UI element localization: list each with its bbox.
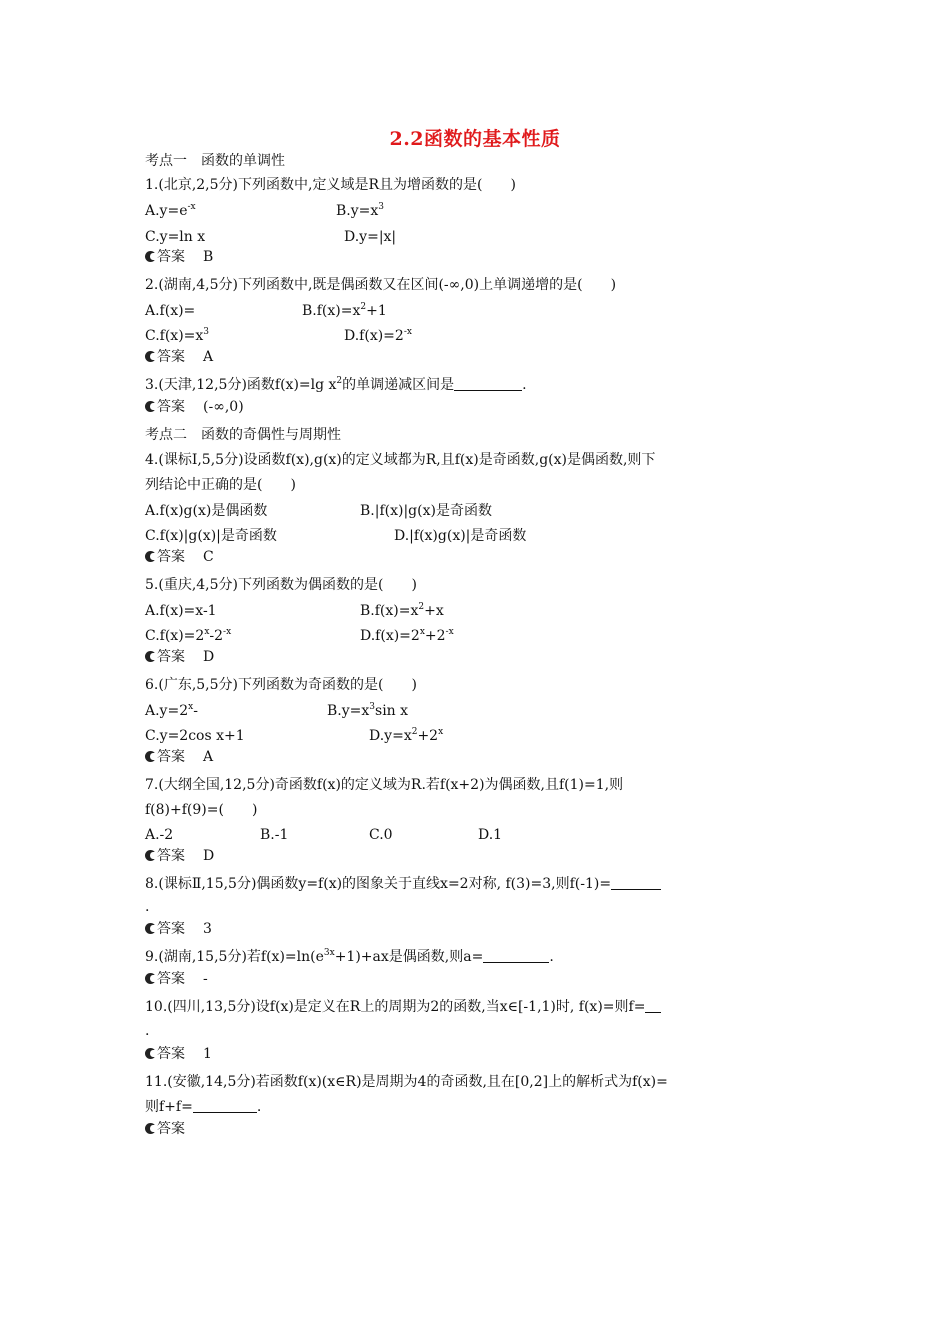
question-5-answer: 答案 D	[145, 648, 214, 666]
question-6-stem: 6.(广东,5,5分)下列函数为奇函数的是( )	[145, 677, 417, 693]
question-6-option-d: $D.y=x^2+2^x$	[369, 727, 444, 744]
question-3-answer: 答案 (-∞,0)	[145, 398, 244, 416]
question-2-option-b: $B.f(x)=x^2+1$	[302, 302, 387, 319]
question-11-stem-cont: 则f+f= .	[145, 1099, 262, 1115]
question-6-option-c: C.y=2cos x+1	[145, 728, 245, 744]
question-10-stem-cont: .	[145, 1023, 150, 1039]
question-5-option-a: A.f(x)=x-1	[145, 603, 217, 619]
question-4-option-d: D.|f(x)g(x)|是奇函数	[394, 528, 527, 544]
question-7-option-c: C.0	[369, 827, 393, 843]
question-2-option-d: $D.f(x)=2^{-x}$	[344, 327, 412, 344]
answer-blank[interactable]	[483, 948, 549, 963]
question-8-stem-cont: .	[145, 899, 150, 915]
answer-icon	[145, 923, 156, 934]
question-4-answer: 答案 C	[145, 548, 214, 566]
question-9-answer: 答案 -	[145, 970, 208, 988]
question-4-stem: 4.(课标Ⅰ,5,5分)设函数f(x),g(x)的定义域都为R,且f(x)是奇函数,g(x)是偶函数,则下	[145, 452, 656, 468]
answer-blank[interactable]	[454, 376, 522, 391]
question-8-answer: 答案 3	[145, 920, 212, 938]
answer-icon	[145, 973, 156, 984]
question-1-option-b: $B.y=x^3$	[336, 202, 385, 219]
section-heading: 考点一 函数的单调性	[145, 153, 285, 169]
question-5-option-c: $C.f(x)=2^x-2^{-x}$	[145, 627, 232, 644]
answer-blank[interactable]	[645, 998, 661, 1013]
question-11-stem: 11.(安徽,14,5分)若函数f(x)(x∈R)是周期为4的奇函数,且在[0,2]上的解析式为f(x)=	[145, 1074, 668, 1090]
question-6-option-b: $B.y=x^3\sin$ x	[327, 702, 409, 719]
question-10-answer: 答案 1	[145, 1045, 212, 1063]
question-1-answer: 答案 B	[145, 248, 213, 266]
question-2-option-a: A.f(x)=	[145, 303, 196, 319]
answer-icon	[145, 251, 156, 262]
question-9-stem: 9.(湖南,15,5分)若$f(x)=\ln(e^{3x}+1)+ax$是偶函数,则a= .	[145, 948, 554, 965]
question-2-answer: 答案 A	[145, 348, 213, 366]
answer-icon	[145, 850, 156, 861]
question-4-stem-cont: 列结论中正确的是( )	[145, 477, 296, 493]
question-10-stem: 10.(四川,13,5分)设f(x)是定义在R上的周期为2的函数,当x∈[-1,1)时, f(x)=则f=	[145, 998, 661, 1016]
question-3-stem: 3.(天津,12,5分)函数f(x)=lg $x^2$的单调递减区间是 .	[145, 376, 527, 393]
answer-icon	[145, 401, 156, 412]
question-7-option-a: A.-2	[145, 827, 174, 843]
answer-blank[interactable]	[611, 875, 661, 890]
question-7-option-b: B.-1	[260, 827, 289, 843]
question-7-stem: 7.(大纲全国,12,5分)奇函数f(x)的定义域为R.若f(x+2)为偶函数,且f(1)=1,则	[145, 777, 624, 793]
answer-icon	[145, 551, 156, 562]
question-1-option-c: C.y=ln x	[145, 229, 206, 245]
question-2-stem: 2.(湖南,4,5分)下列函数中,既是偶函数又在区间(-∞,0)上单调递增的是( )	[145, 277, 617, 293]
question-5-option-b: $B.f(x)=x^2+x$	[360, 602, 444, 619]
question-6-option-a: $A.y=2^x-$	[145, 702, 198, 719]
question-7-answer: 答案 D	[145, 847, 214, 865]
question-5-stem: 5.(重庆,4,5分)下列函数为偶函数的是( )	[145, 577, 417, 593]
question-4-option-c: C.f(x)|g(x)|是奇函数	[145, 528, 277, 544]
page-title: 2.2函数的基本性质	[389, 128, 561, 150]
answer-icon	[145, 751, 156, 762]
question-5-option-d: $D.f(x)=2^x+2^{-x}$	[360, 627, 454, 644]
question-1-option-a: $A.y=e^{-x}$	[145, 202, 196, 219]
question-11-answer: 答案	[145, 1120, 203, 1138]
answer-blank[interactable]	[193, 1098, 257, 1113]
answer-icon	[145, 1123, 156, 1134]
answer-icon	[145, 651, 156, 662]
question-2-option-c: $C.f(x)=x^3$	[145, 327, 210, 344]
answer-icon	[145, 351, 156, 362]
question-1-stem: 1.(北京,2,5分)下列函数中,定义域是R且为增函数的是( )	[145, 177, 516, 193]
question-6-answer: 答案 A	[145, 748, 213, 766]
section-heading: 考点二 函数的奇偶性与周期性	[145, 427, 341, 443]
question-4-option-a: A.f(x)g(x)是偶函数	[145, 503, 268, 519]
question-1-option-d: D.y=|x|	[344, 229, 397, 245]
question-7-option-d: D.1	[478, 827, 503, 843]
question-4-option-b: B.|f(x)|g(x)是奇函数	[360, 503, 492, 519]
question-8-stem: 8.(课标Ⅱ,15,5分)偶函数y=f(x)的图象关于直线x=2对称, f(3)=3,则f(-1)=	[145, 875, 661, 893]
question-7-stem-cont: f(8)+f(9)=( )	[145, 802, 258, 818]
answer-icon	[145, 1048, 156, 1059]
